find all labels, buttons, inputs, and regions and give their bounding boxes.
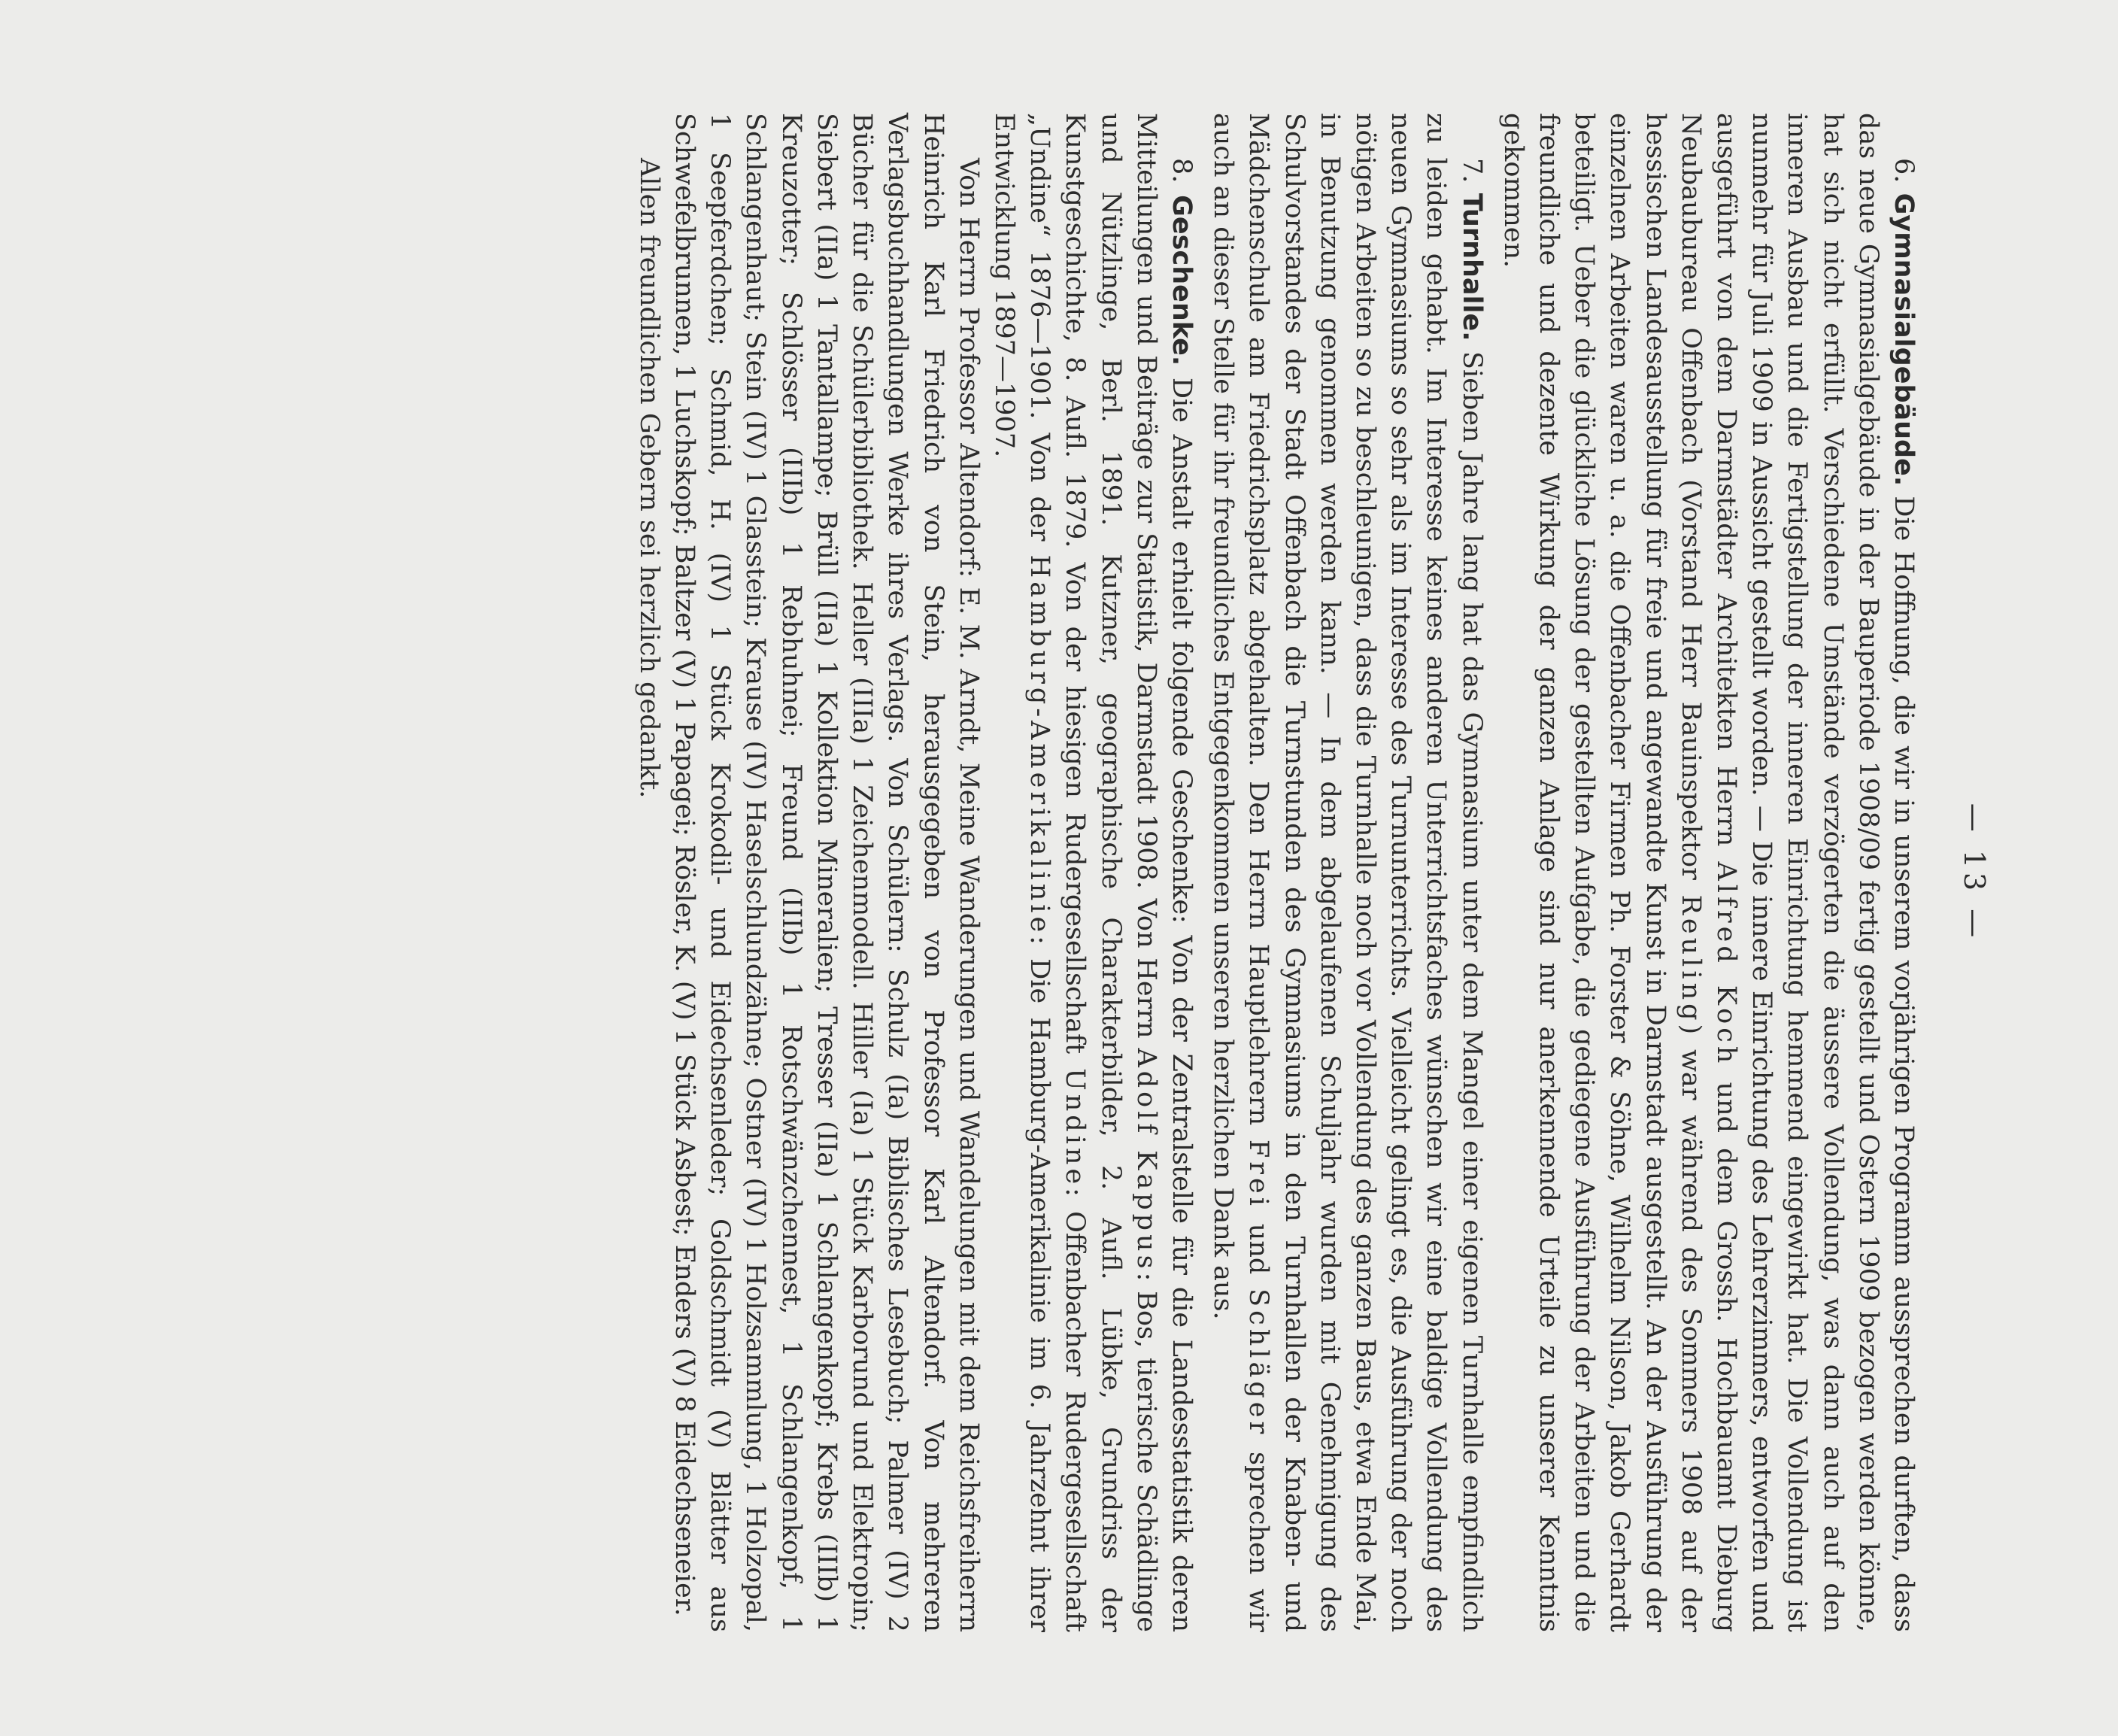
text-run: ) war während des Sommers 1908 auf der hessischen Landesausstellung für freie und angewandte Kunst in Darmstadt ausgestellt. An der Ausführung der einzelnen Arbeiten waren u. a. die Offenbacher Firmen Ph. Forster & Söhne, Wilhelm Nilson, Jakob Gerhardt beteiligt. Ueber die glückliche Lösung der gestellten Aufgabe, die gediegene Ausführung der Arbeiten und die freundliche und dezente Wirkung der ganzen Anlage sind nur anerkennende Urteile zu unserer Kenntnis gekommen. [1497, 113, 1706, 1632]
text-run: Sieben Jahre lang hat das Gymnasium unter dem Mangel einer eigenen Turnhalle empfindlich zu leiden gehabt. Im Interesse keines anderen Unterrichtsfaches wünschen wir eine baldige Vollendung des neuen Gymnasiums so sehr als im Interesse des Turnunterrichts. Vielleicht gelingt es, die Ausführung der noch nötigen Arbeiten so zu beschleunigen, dass die Turnhalle noch vor Vollendung des ganzen Baus, etwa Ende Mai, in Benutzung genommen werden kann. — In dem abgelaufenen Schuljahr wurden mit Genehmigung des Schulvorstandes der Stadt Offenbach die Turnstunden des Gymnasiums in den Turnhallen der Knaben- und Mädchenschule am Friedrichsplatz abgehalten. Den Herrn Hauptlehrern [1243, 113, 1487, 1632]
spaced-name: Alfred Koch [1710, 861, 1741, 1067]
page-number: — 13 — [1958, 803, 1991, 942]
section-paragraph [986, 113, 1199, 1632]
closing-line: Allen freundlichen Gebern sei herzlich gedankt. [633, 158, 664, 799]
spaced-name: Adolf Kappus [1130, 1048, 1161, 1273]
text-run: Von Herrn Professor Altendorf: E. M. Arndt, Meine Wanderungen und Wandelungen mit dem Reichsfreiherrn Heinrich Karl Friedrich von Stein, herausgegeben von Professor Karl Altendorf. Von mehreren Verlagsbuchhandlungen Werke ihres Verlags. Von Schülern: Schulz (Ia) Biblisches Lesebuch; Palmer (IV) 2 Bücher für die Schülerbibliothek. Heller (IIIa) 1 Zeichenmodell. Hiller (Ia) 1 Stück Karborund und Elektropin; Siebert (IIa) 1 Tantallampe; Brüll (IIa) 1 Kollektion Mineralien; Tresser (IIa) 1 Schlangenkopf; Krebs (IIIb) 1 Kreuzotter; Schlösser (IIIb) 1 Rebhuhnei; Freund (IIIb) 1 Rotschwänzchennest, 1 Schlangenkopf, 1 Schlangenhaut; Stein (IV) 1 Glasstein; Krause (IV) Haselschlundzähne; Ostner (IV) 1 Holzsammlung, 1 Holzopal, 1 Seepferdchen; Schmid, H. (IV) 1 Stück Krokodil- und Eidechsenleder; Goldschmidt (V) Blätter aus Schwefelbrunnen, 1 Luchskopf; Baltzer (V) 1 Papagei; Rösler, K. (V) 1 Stück Asbest; Enders (V) 8 Eidechseneier. [669, 113, 984, 1632]
section-number: 7. [1456, 158, 1487, 193]
text-run: Die Hoffnung, die wir in unserem vorjährigen Programm aussprechen durften, dass das neue Gymnasialgebäude in der Bauperiode 1908/09 fertig gestellt und Ostern 1909 bezogen werden könne, hat sich nicht erfüllt. Verschiedene Umstände verzögerten die äussere Vollendung, was dann auch auf den inneren Ausbau und die Fertigstellung der inneren Einrichtung hemmend eingewirkt hat. Die Vollendung ist nunmehr für Juli 1909 in Aussicht gestellt worden. — Die innere Einrichtung des Lehrerzimmers, entworfen und ausgeführt von dem Darmstädter Architekten Herrn [1710, 113, 1919, 1632]
spaced-name: Frei [1243, 1140, 1274, 1209]
text-run: Die Anstalt erhielt folgende Geschenke: Von der Zentralstelle für die Landesstatistik deren Mitteilungen und Beiträge zur Statistik, Darmstadt 1908. Von Herrn [1130, 113, 1197, 1632]
section-heading: Turnhalle. [1456, 193, 1487, 341]
text-run: : Die Hamburg-Amerikalinie im 6. Jahrzehnt ihrer Entwicklung 1897—1907. [988, 113, 1055, 1633]
section-paragraph [1205, 113, 1489, 1632]
section-number: 8. [1166, 158, 1197, 196]
gifts-paragraph [666, 113, 986, 1632]
section-number: 6. [1889, 158, 1919, 193]
text-run: : Offenbacher Rudergesellschaft „Undine“ 1876—1901. Von der [1024, 113, 1091, 1632]
sections-container [986, 113, 1921, 1632]
spaced-name: Reuling [1675, 894, 1706, 1024]
section-heading: Gymnasialgebäude. [1889, 193, 1919, 487]
section-paragraph [1495, 113, 1921, 1632]
page-body [631, 113, 1992, 1632]
spaced-name: Undine [1060, 1068, 1091, 1188]
section-heading: Geschenke. [1166, 195, 1197, 366]
text-run: : Bos, tierische Schädlinge und Nützlinge, Berl. 1891. Kutzner, geographische Charakterbilder, 2. Aufl. Lübke, Grundriss der Kunstgeschichte, 8. Aufl. 1879. Von der hiesigen Rudergesellschaft [1060, 113, 1161, 1633]
text-run: und dem Grossh. Hochbauamt Dieburg Neubaubureau Offenbach (Vorstand Herr Bauinspektor [1675, 113, 1741, 1633]
text-run: sprechen wir auch an dieser Stelle für ihr freundliches Entgegenkommen unseren herzlichen Dank aus. [1208, 113, 1274, 1632]
spaced-name: Hamburg-Amerikalinie [1024, 554, 1055, 936]
text-run: und [1243, 1209, 1274, 1289]
spaced-name: Schläger [1243, 1288, 1274, 1438]
